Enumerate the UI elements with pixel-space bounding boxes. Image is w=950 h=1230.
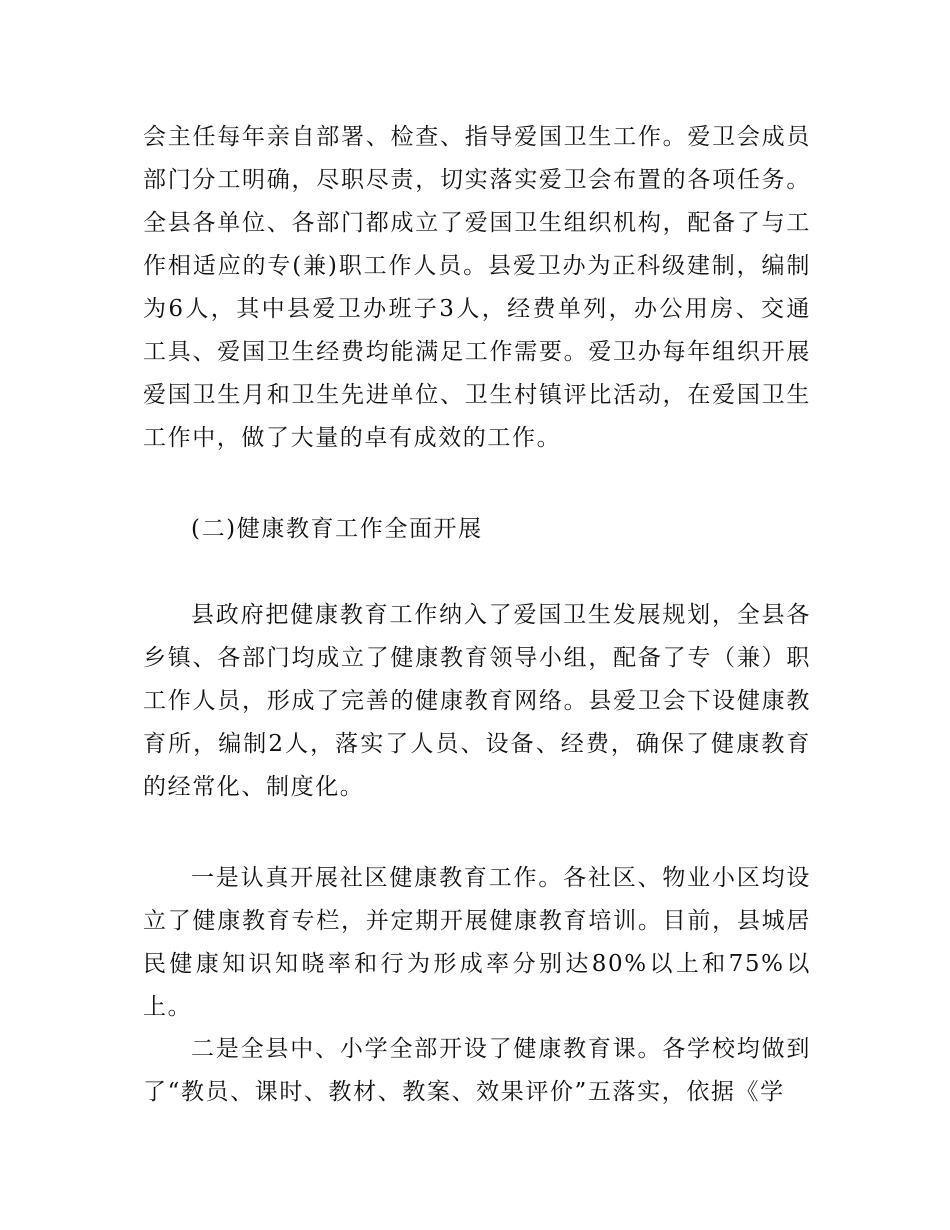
paragraph-health-education-network: 县政府把健康教育工作纳入了爱国卫生发展规划，全县各乡镇、各部门均成立了健康教育领导小组，配备了专（兼）职工作人员，形成了完善的健康教育网络。县爱卫会下设健康教育所，编制2人，落实了人员、设备、经费，确保了健康教育的经常化、制度化。 <box>143 602 811 800</box>
paragraph-school-health-education: 二是全县中、小学全部开设了健康教育课。各学校均做到了“教员、课时、教材、教案、效果评价”五落实，依据《学 <box>143 1036 811 1105</box>
section-heading-health-education: (二)健康教育工作全面开展 <box>191 516 483 542</box>
paragraph-patriotic-health-organization: 会主任每年亲自部署、检查、指导爱国卫生工作。爱卫会成员部门分工明确，尽职尽责，切实落实爱卫会布置的各项任务。全县各单位、各部门都成立了爱国卫生组织机构，配备了与工作相适应的专(兼)职工作人员。县爱卫办为正科级建制，编制为6人，其中县爱卫办班子3人，经费单列，办公用房、交通工具、爱国卫生经费均能满足工作需要。爱卫办每年组织开展爱国卫生月和卫生先进单位、卫生村镇评比活动，在爱国卫生工作中，做了大量的卓有成效的工作。 <box>143 124 811 451</box>
paragraph-community-health-education: 一是认真开展社区健康教育工作。各社区、物业小区均设立了健康教育专栏，并定期开展健康教育培训。目前，县城居民健康知识知晓率和行为形成率分别达80%以上和75%以上。 <box>143 865 811 1020</box>
